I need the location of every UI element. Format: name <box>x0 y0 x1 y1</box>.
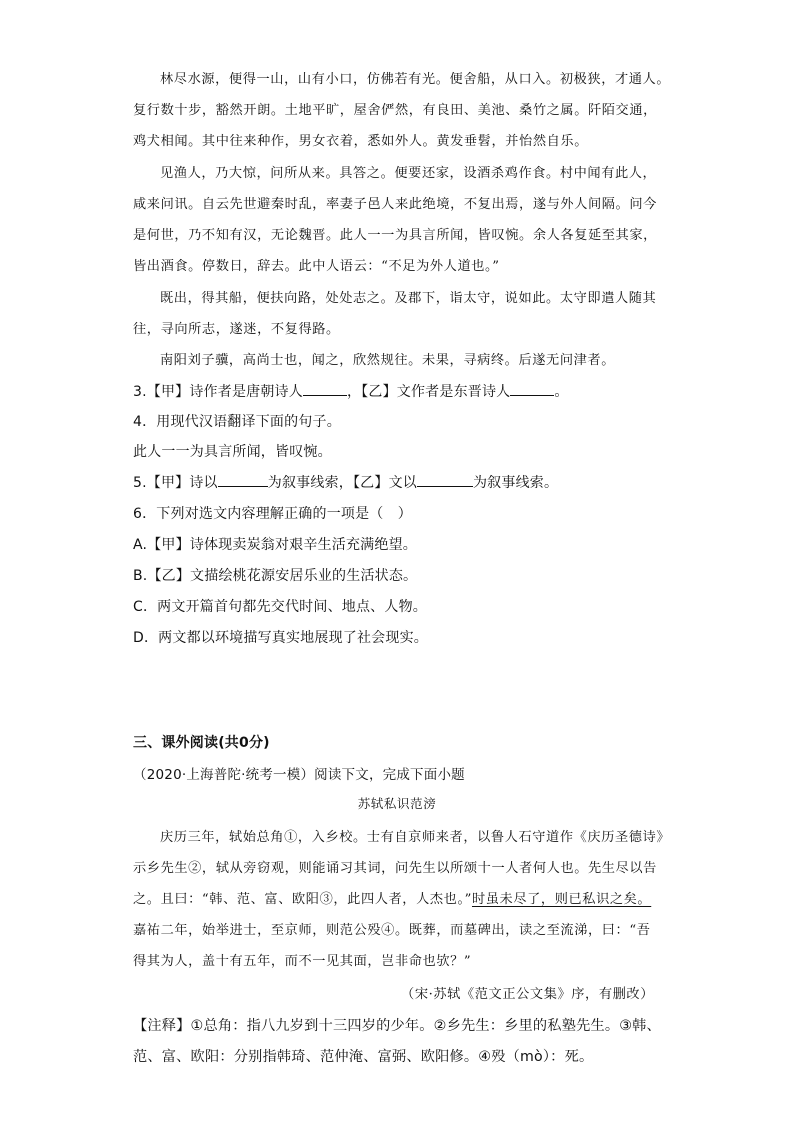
passage-line: 皆出酒食。停数日，辞去。此中人语云：“不足为外人道也。” <box>133 259 500 274</box>
passage-line: 咸来问讯。自云先世避秦时乱，率妻子邑人来此绝境，不复出焉，遂与外人间隔。问今 <box>133 197 657 212</box>
question-6: 6．下列对选文内容理解正确的一项是（ ） <box>133 506 412 522</box>
underlined-sentence: 时虽未尽了，则已私识之矣。 <box>471 892 652 907</box>
option-c[interactable]: C．两文开篇首句都先交代时间、地点、人物。 <box>133 599 427 615</box>
question-5 <box>133 472 558 492</box>
article-text: 之。且曰：“韩、范、富、欧阳③，此四人者，人杰也。” <box>133 892 472 907</box>
source-line: （2020·上海普陀·统考一模）阅读下文，完成下面小题 <box>133 767 465 783</box>
note-line: 【注释】①总角：指八九岁到十三四岁的少年。②乡先生：乡里的私塾先生。③韩、 <box>133 1018 661 1034</box>
question-4-sentence: 此人一一为具言所闻，皆叹惋。 <box>133 444 332 460</box>
passage-line: 林尽水源，便得一山，山有小口，仿佛若有光。便舍船，从口入。初极狭，才通人。 <box>160 72 671 87</box>
article-title: 苏轼私识范滂 <box>357 796 437 811</box>
article-line: 示乡先生②，轼从旁窃观，则能诵习其词，问先生以所颂十一人者何人也。先生尽以告 <box>133 861 657 876</box>
answer-blank[interactable] <box>510 381 554 396</box>
option-d[interactable]: D．两文都以环境描写真实地展现了社会现实。 <box>133 630 428 646</box>
section-heading: 三、课外阅读(共0分) <box>133 735 270 751</box>
question-text: ，【乙】文作者是东晋诗人 <box>346 384 511 400</box>
passage-line: 既出，得其船，便扶向路，处处志之。及郡下，诣太守，说如此。太守即遣人随其 <box>160 291 657 306</box>
option-b[interactable]: B.【乙】文描绘桃花源安居乐业的生活状态。 <box>133 568 418 584</box>
article-line: 得其为人，盖十有五年，而不一见其面，岂非命也欤？” <box>133 954 472 969</box>
passage-line: 见渔人，乃大惊，问所从来。具答之。便要还家，设酒杀鸡作食。村中闻有此人， <box>160 166 657 181</box>
passage-line: 南阳刘子骥，高尚士也，闻之，欣然规往。未果，寻病终。后遂无问津者。 <box>160 353 615 368</box>
question-3 <box>133 381 569 401</box>
answer-blank[interactable] <box>218 472 268 487</box>
option-a[interactable]: A.【甲】诗体现卖炭翁对艰辛生活充满绝望。 <box>133 537 417 553</box>
question-text: 5.【甲】诗以 <box>133 475 218 491</box>
question-text: 为叙事线索。 <box>472 475 559 491</box>
article-line: 嘉祐二年，始举进士，至京师，则范公殁④。既葬，而墓碑出，读之至流涕，曰：“吾 <box>133 923 651 938</box>
passage-line: 是何世，乃不知有汉，无论魏晋。此人一一为具言所闻，皆叹惋。余人各复延至其家， <box>133 228 657 243</box>
note-line: 范、富、欧阳：分别指韩琦、范仲淹、富弼、欧阳修。④殁（mò）：死。 <box>133 1049 594 1065</box>
article-line <box>133 888 651 907</box>
question-text: 3.【甲】诗作者是唐朝诗人 <box>133 384 303 400</box>
answer-blank[interactable] <box>303 381 347 396</box>
article-line: 庆历三年，轼始总角①，入乡校。士有自京师来者，以鲁人石守道作《庆历圣德诗》 <box>160 830 671 845</box>
passage-line: 复行数十步，豁然开朗。土地平旷，屋舍俨然，有良田、美池、桑竹之属。阡陌交通， <box>133 103 657 118</box>
passage-line: 往，寻向所志，遂迷，不复得路。 <box>133 322 340 337</box>
citation: （宋·苏轼《范文正公文集》序，有删改） <box>401 987 654 1002</box>
passage-line: 鸡犬相闻。其中往来种作，男女衣着，悉如外人。黄发垂髫，并怡然自乐。 <box>133 134 588 149</box>
question-4: 4．用现代汉语翻译下面的句子。 <box>133 414 341 430</box>
answer-blank[interactable] <box>417 472 473 487</box>
question-text: 。 <box>554 384 569 400</box>
question-text: 为叙事线索，【乙】文以 <box>267 475 417 491</box>
